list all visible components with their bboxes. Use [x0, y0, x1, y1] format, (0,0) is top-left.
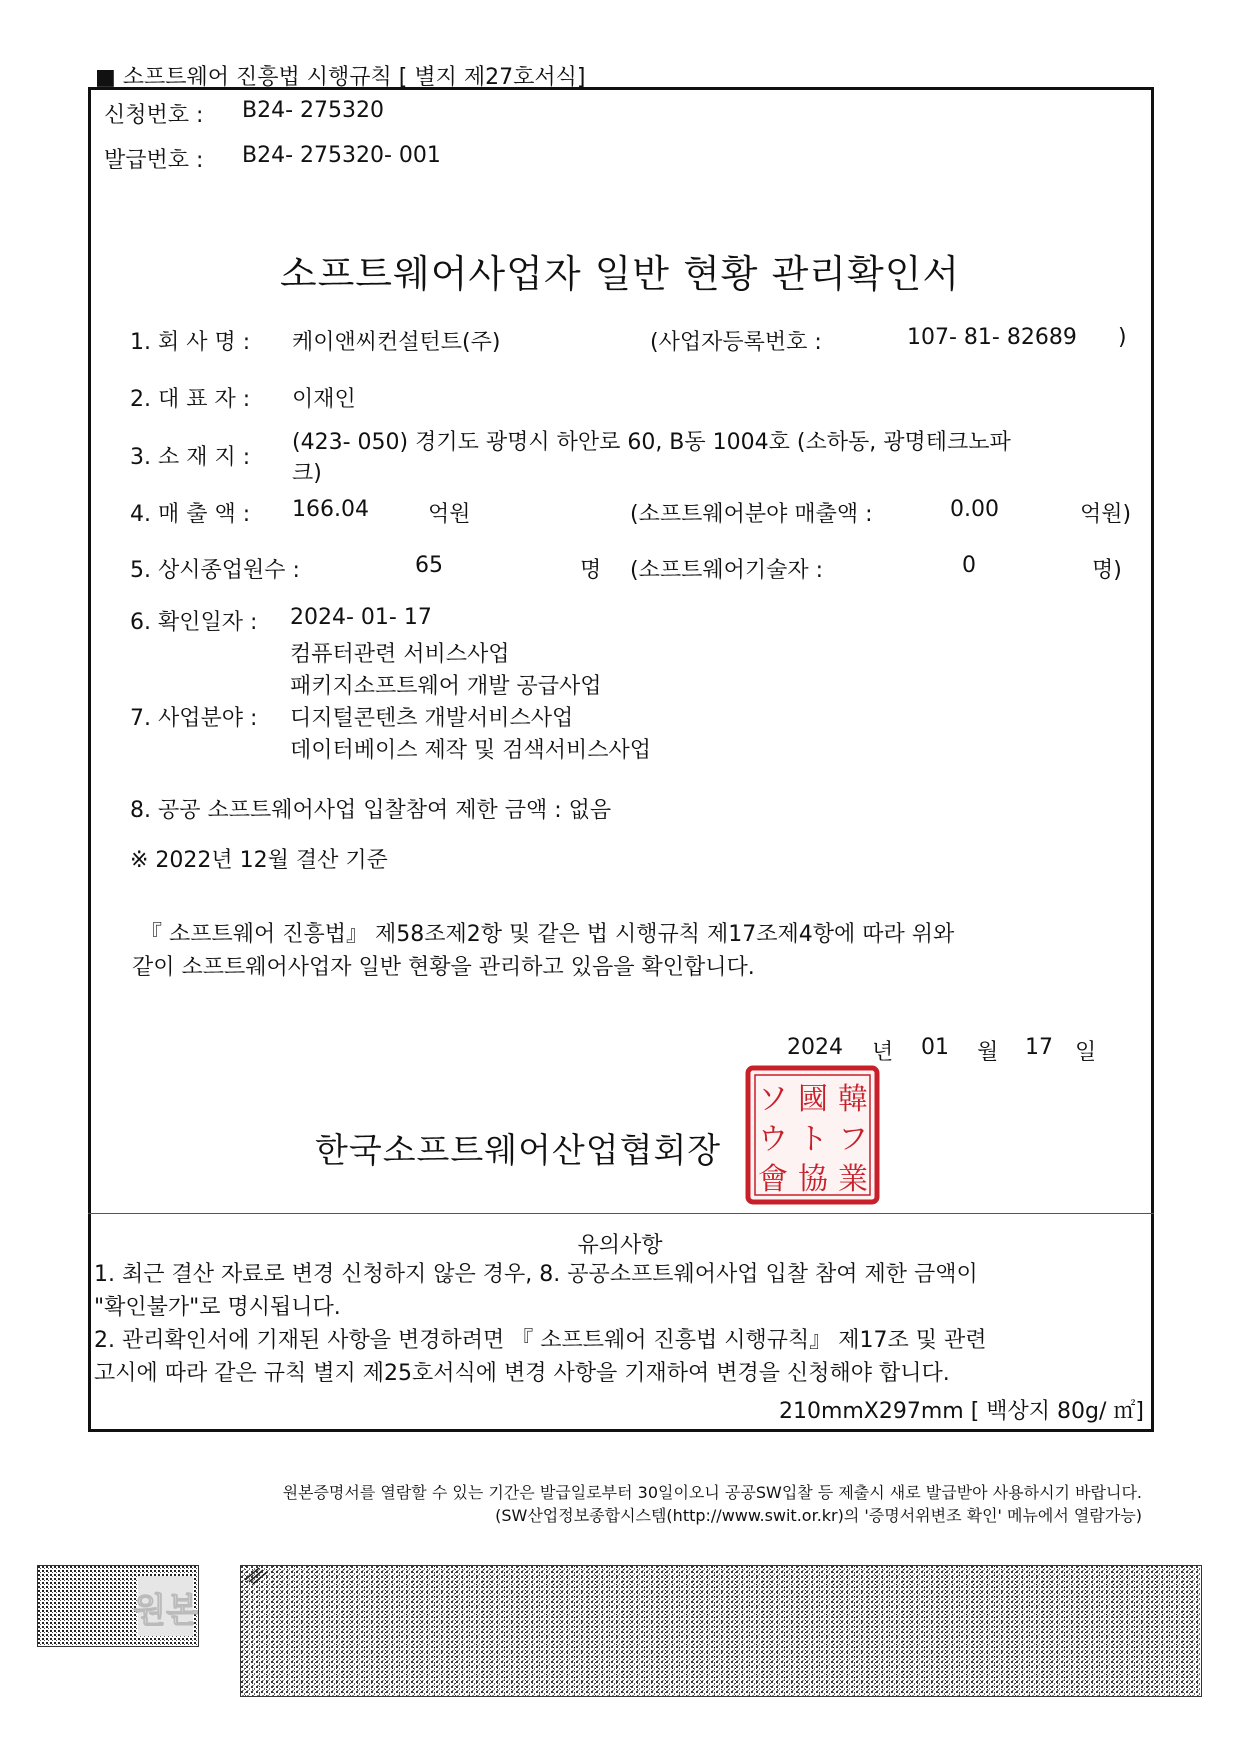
caution-line-1: 1. 최근 결산 자료로 변경 신청하지 않은 경우, 8. 공공소프트웨어사업 입찰 참여 제한 금액이: [94, 1262, 978, 1287]
notice-line-2: 같이 소프트웨어사업자 일반 현황을 관리하고 있음을 확인합니다.: [132, 955, 755, 980]
bizno-value: 107- 81- 82689: [907, 325, 1077, 350]
seal-glyph: 國: [798, 1082, 828, 1117]
confirm-date-label: 6. 확인일자 :: [130, 610, 258, 635]
address-label: 3. 소 재 지 :: [130, 445, 251, 470]
basis-note: ※ 2022년 12월 결산 기준: [130, 848, 388, 873]
issue-number-value: B24- 275320- 001: [242, 143, 441, 168]
sw-engineers-label: (소프트웨어기술자 :: [630, 558, 824, 583]
caution-divider: [88, 1213, 1154, 1214]
business-field: 컴퓨터관련 서비스사업: [290, 642, 510, 667]
footer-line-2: (SW산업정보종합시스템(http://www.swit.or.kr)의 '증명서위변조 확인' 메뉴에서 열람가능): [495, 1506, 1142, 1525]
seal-glyph: フ: [838, 1122, 868, 1157]
seal-glyph: 會: [758, 1162, 788, 1197]
application-number-value: B24- 275320: [242, 98, 385, 123]
business-field: 디지털콘텐츠 개발서비스사업: [290, 706, 574, 731]
company-value: 케이앤씨컨설턴트(주): [292, 330, 501, 355]
company-label: 1. 회 사 명 :: [130, 330, 251, 355]
security-pattern: [241, 1566, 1201, 1696]
issue-number-row: [104, 143, 441, 174]
seal-glyph: 業: [838, 1162, 868, 1197]
business-field: 패키지소프트웨어 개발 공급사업: [290, 674, 602, 699]
address-line-2: 크): [292, 461, 322, 486]
ceo-label: 2. 대 표 자 :: [130, 387, 251, 412]
employees-label: 5. 상시종업원수 :: [130, 558, 300, 583]
original-mark-pattern: [38, 1566, 198, 1646]
application-number-row: [104, 98, 385, 129]
form-reference: ■ 소프트웨어 진흥법 시행규칙 [ 별지 제27호서식]: [95, 65, 586, 90]
seal-glyph: ウ: [758, 1122, 788, 1157]
bizno-label: (사업자등록번호 :: [650, 330, 822, 355]
security-barcode: [240, 1565, 1202, 1697]
sales-label: 4. 매 출 액 :: [130, 502, 251, 527]
ceo-value: 이재인: [292, 387, 356, 412]
caution-line-4: 고시에 따라 같은 규칙 별지 제25호서식에 변경 사항을 기재하여 변경을 신청해야 합니다.: [94, 1361, 950, 1386]
paper-spec: 210mmX297mm [ 백상지 80g/ ㎡]: [778, 1399, 1144, 1424]
sw-sales-unit: 억원): [1080, 502, 1132, 527]
seal-glyph: 協: [798, 1162, 828, 1197]
sw-engineers-value: 0: [962, 553, 976, 578]
sales-value: 166.04: [292, 497, 369, 522]
sw-sales-value: 0.00: [950, 497, 999, 522]
original-mark-barcode: [37, 1565, 199, 1647]
employees-unit: 명: [580, 558, 602, 583]
caution-line-3: 2. 관리확인서에 기재된 사항을 변경하려면 『 소프트웨어 진흥법 시행규칙』 제17조 및 관련: [94, 1328, 987, 1353]
issue-number-label: 발급번호 :: [104, 148, 204, 173]
date-month-unit: 월: [977, 1040, 999, 1065]
address-line-1: (423- 050) 경기도 광명시 하안로 60, B동 1004호 (소하동, 광명테크노파: [292, 430, 1011, 455]
business-fields-label: 7. 사업분야 :: [130, 706, 258, 731]
official-seal: [745, 1065, 880, 1205]
issuer-name: 한국소프트웨어산업협회장: [315, 1131, 722, 1171]
date-year: 2024: [787, 1035, 843, 1060]
date-day: 17: [1025, 1035, 1053, 1060]
confirmation-notice: [132, 918, 954, 984]
confirm-date-value: 2024- 01- 17: [290, 605, 432, 630]
seal-glyph: ト: [798, 1122, 828, 1157]
footer-line-1: 원본증명서를 열람할 수 있는 기간은 발급일로부터 30일이오니 공공SW입찰 등 제출시 새로 발급받아 사용하시기 바랍니다.: [282, 1483, 1142, 1502]
document-title: 소프트웨어사업자 일반 현황 관리확인서: [279, 252, 961, 296]
caution-text: [94, 1258, 1144, 1390]
seal-glyph: ソ: [758, 1082, 788, 1117]
caution-line-2: "확인불가"로 명시됩니다.: [94, 1295, 341, 1320]
sw-engineers-unit: 명): [1092, 558, 1122, 583]
date-year-unit: 년: [872, 1040, 894, 1065]
notice-line-1: 『 소프트웨어 진흥법』 제58조제2항 및 같은 법 시행규칙 제17조제4항에 따라 위와: [140, 922, 955, 947]
business-field: 데이터베이스 제작 및 검색서비스사업: [290, 738, 652, 763]
bid-limit: 8. 공공 소프트웨어사업 입찰참여 제한 금액 : 없음: [130, 798, 612, 823]
sales-unit: 억원: [428, 502, 471, 527]
original-mark-text: 원본: [133, 1591, 198, 1631]
date-day-unit: 일: [1075, 1040, 1097, 1065]
sw-sales-label: (소프트웨어분야 매출액 :: [630, 502, 873, 527]
bizno-close: ): [1118, 325, 1127, 350]
employees-value: 65: [415, 553, 443, 578]
caution-title: 유의사항: [577, 1233, 663, 1258]
application-number-label: 신청번호 :: [104, 103, 204, 128]
date-month: 01: [921, 1035, 949, 1060]
seal-glyph: 韓: [838, 1082, 868, 1117]
